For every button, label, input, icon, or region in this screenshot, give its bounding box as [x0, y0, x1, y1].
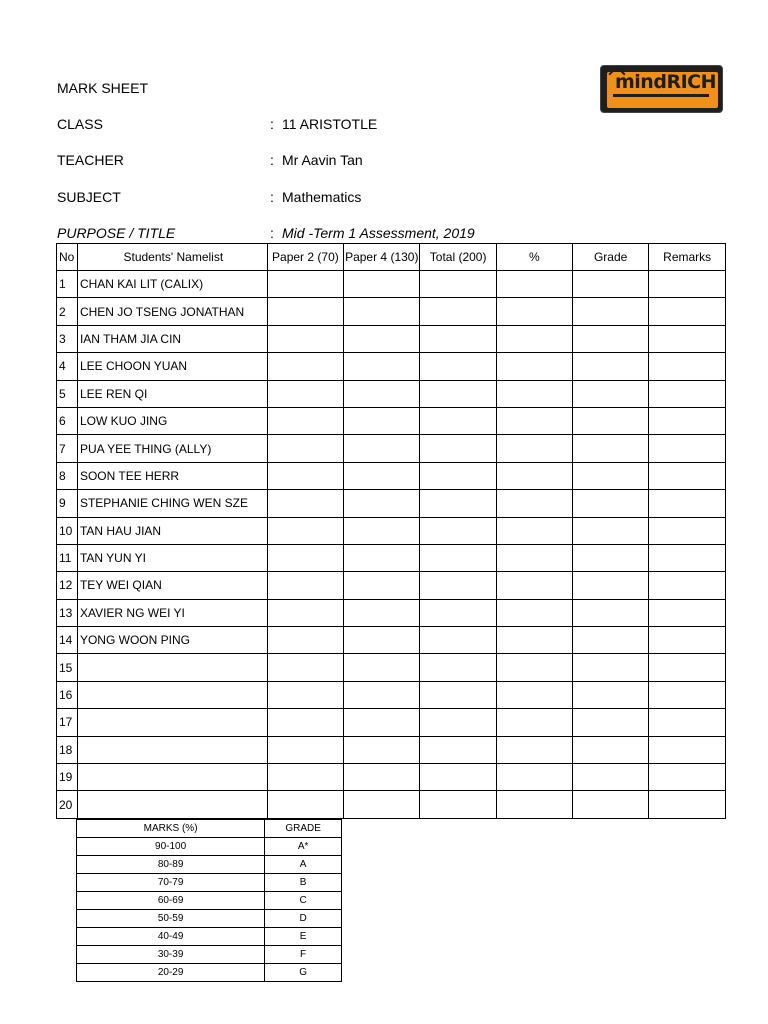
paper4-cell[interactable] — [344, 435, 420, 462]
paper2-cell[interactable] — [267, 380, 343, 407]
grade-row — [77, 928, 342, 946]
percent-cell[interactable] — [496, 325, 572, 352]
field-label: CLASS — [57, 116, 103, 132]
table-row — [57, 298, 726, 325]
total-cell[interactable] — [420, 517, 496, 544]
table-row — [57, 544, 726, 571]
student-name — [77, 654, 267, 681]
paper4-cell[interactable] — [344, 654, 420, 681]
paper4-cell[interactable] — [344, 490, 420, 517]
student-name: CHAN KAI LIT (CALIX) — [77, 271, 267, 298]
grade-cell[interactable] — [572, 599, 648, 626]
paper2-cell[interactable] — [267, 764, 343, 791]
paper2-cell[interactable] — [267, 298, 343, 325]
paper2-cell[interactable] — [267, 325, 343, 352]
paper4-cell[interactable] — [344, 325, 420, 352]
grade-row — [77, 892, 342, 910]
remarks-cell[interactable] — [649, 791, 726, 818]
table-row — [57, 462, 726, 489]
field-label: TEACHER — [57, 152, 124, 168]
paper4-cell[interactable] — [344, 736, 420, 763]
table-row — [57, 681, 726, 708]
table-row — [57, 764, 726, 791]
marks-range: 20-29 — [77, 964, 265, 982]
percent-cell[interactable] — [496, 517, 572, 544]
col-header-paper4: Paper 4 (130) — [344, 244, 420, 271]
remarks-cell[interactable] — [649, 709, 726, 736]
student-name: SOON TEE HERR — [77, 462, 267, 489]
grade-col-header-marks: MARKS (%) — [77, 820, 265, 838]
grade-col-header-grade: GRADE — [265, 820, 342, 838]
paper4-cell[interactable] — [344, 572, 420, 599]
remarks-cell[interactable] — [649, 353, 726, 380]
total-cell[interactable] — [420, 681, 496, 708]
percent-cell[interactable] — [496, 407, 572, 434]
grade-value: B — [265, 874, 342, 892]
grade-table-header — [77, 820, 342, 838]
total-cell[interactable] — [420, 325, 496, 352]
row-number: 8 — [57, 462, 78, 489]
paper4-cell[interactable] — [344, 517, 420, 544]
student-name: LOW KUO JING — [77, 407, 267, 434]
table-row — [57, 435, 726, 462]
student-name: IAN THAM JIA CIN — [77, 325, 267, 352]
student-name: STEPHANIE CHING WEN SZE — [77, 490, 267, 517]
paper4-cell[interactable] — [344, 298, 420, 325]
marks-table-header — [57, 244, 726, 271]
grade-value: C — [265, 892, 342, 910]
grade-cell[interactable] — [572, 736, 648, 763]
percent-cell[interactable] — [496, 681, 572, 708]
table-row — [57, 791, 726, 818]
paper2-cell[interactable] — [267, 271, 343, 298]
remarks-cell[interactable] — [649, 572, 726, 599]
table-row — [57, 271, 726, 298]
paper2-cell[interactable] — [267, 490, 343, 517]
grade-row — [77, 946, 342, 964]
remarks-cell[interactable] — [649, 325, 726, 352]
grade-cell[interactable] — [572, 298, 648, 325]
grade-cell[interactable] — [572, 572, 648, 599]
logo-text: mindRICH — [615, 71, 716, 93]
paper4-cell[interactable] — [344, 681, 420, 708]
total-cell[interactable] — [420, 599, 496, 626]
table-row — [57, 709, 726, 736]
grade-cell[interactable] — [572, 791, 648, 818]
paper2-cell[interactable] — [267, 353, 343, 380]
col-header-total: Total (200) — [420, 244, 496, 271]
percent-cell[interactable] — [496, 435, 572, 462]
row-number: 6 — [57, 407, 78, 434]
total-cell[interactable] — [420, 544, 496, 571]
total-cell[interactable] — [420, 353, 496, 380]
remarks-cell[interactable] — [649, 654, 726, 681]
grade-cell[interactable] — [572, 490, 648, 517]
student-name: XAVIER NG WEI YI — [77, 599, 267, 626]
paper2-cell[interactable] — [267, 709, 343, 736]
marks-range: 90-100 — [77, 838, 265, 856]
total-cell[interactable] — [420, 490, 496, 517]
student-name — [77, 791, 267, 818]
col-header-paper2: Paper 2 (70) — [267, 244, 343, 271]
grade-cell[interactable] — [572, 325, 648, 352]
remarks-cell[interactable] — [649, 544, 726, 571]
row-number: 20 — [57, 791, 78, 818]
grade-cell[interactable] — [572, 709, 648, 736]
grade-row — [77, 964, 342, 982]
total-cell[interactable] — [420, 709, 496, 736]
student-name — [77, 681, 267, 708]
table-row — [57, 380, 726, 407]
grade-cell[interactable] — [572, 407, 648, 434]
col-header-percent: % — [496, 244, 572, 271]
paper4-cell[interactable] — [344, 462, 420, 489]
table-row — [57, 736, 726, 763]
remarks-cell[interactable] — [649, 271, 726, 298]
grade-cell[interactable] — [572, 517, 648, 544]
field-value: Mathematics — [282, 189, 362, 205]
percent-cell[interactable] — [496, 462, 572, 489]
percent-cell[interactable] — [496, 736, 572, 763]
grade-cell[interactable] — [572, 353, 648, 380]
grade-cell[interactable] — [572, 654, 648, 681]
field-colon: : — [270, 225, 274, 241]
marks-range: 30-39 — [77, 946, 265, 964]
total-cell[interactable] — [420, 791, 496, 818]
row-number: 13 — [57, 599, 78, 626]
grade-cell[interactable] — [572, 462, 648, 489]
row-number: 14 — [57, 627, 78, 654]
grade-value: G — [265, 964, 342, 982]
student-name: YONG WOON PING — [77, 627, 267, 654]
total-cell[interactable] — [420, 271, 496, 298]
row-number: 16 — [57, 681, 78, 708]
paper4-cell[interactable] — [344, 544, 420, 571]
paper4-cell[interactable] — [344, 271, 420, 298]
percent-cell[interactable] — [496, 380, 572, 407]
table-row — [57, 517, 726, 544]
percent-cell[interactable] — [496, 599, 572, 626]
paper2-cell[interactable] — [267, 736, 343, 763]
paper2-cell[interactable] — [267, 654, 343, 681]
table-row — [57, 353, 726, 380]
col-header-grade: Grade — [572, 244, 648, 271]
student-name — [77, 764, 267, 791]
paper2-cell[interactable] — [267, 791, 343, 818]
row-number: 5 — [57, 380, 78, 407]
percent-cell[interactable] — [496, 791, 572, 818]
mindrich-logo — [600, 65, 723, 113]
table-row — [57, 490, 726, 517]
paper4-cell[interactable] — [344, 407, 420, 434]
grade-cell[interactable] — [572, 544, 648, 571]
percent-cell[interactable] — [496, 298, 572, 325]
field-value: Mid -Term 1 Assessment, 2019 — [282, 225, 475, 241]
paper2-cell[interactable] — [267, 627, 343, 654]
logo-tagline-bar — [613, 94, 709, 97]
total-cell[interactable] — [420, 298, 496, 325]
grade-row — [77, 874, 342, 892]
row-number: 19 — [57, 764, 78, 791]
student-name: LEE REN QI — [77, 380, 267, 407]
remarks-cell[interactable] — [649, 380, 726, 407]
remarks-cell[interactable] — [649, 736, 726, 763]
paper2-cell[interactable] — [267, 572, 343, 599]
student-name: PUA YEE THING (ALLY) — [77, 435, 267, 462]
grade-cell[interactable] — [572, 435, 648, 462]
remarks-cell[interactable] — [649, 681, 726, 708]
row-number: 1 — [57, 271, 78, 298]
student-name — [77, 736, 267, 763]
marks-range: 80-89 — [77, 856, 265, 874]
row-number: 10 — [57, 517, 78, 544]
percent-cell[interactable] — [496, 490, 572, 517]
row-number: 17 — [57, 709, 78, 736]
student-name: TAN HAU JIAN — [77, 517, 267, 544]
total-cell[interactable] — [420, 654, 496, 681]
total-cell[interactable] — [420, 407, 496, 434]
row-number: 9 — [57, 490, 78, 517]
field-value: Mr Aavin Tan — [282, 152, 363, 168]
total-cell[interactable] — [420, 435, 496, 462]
remarks-cell[interactable] — [649, 764, 726, 791]
grade-row — [77, 910, 342, 928]
remarks-cell[interactable] — [649, 490, 726, 517]
col-header-no: No — [57, 244, 78, 271]
marks-range: 40-49 — [77, 928, 265, 946]
grade-scale-table — [76, 819, 342, 982]
field-colon: : — [270, 152, 274, 168]
marks-table — [56, 243, 726, 819]
grade-value: A* — [265, 838, 342, 856]
row-number: 12 — [57, 572, 78, 599]
percent-cell[interactable] — [496, 271, 572, 298]
total-cell[interactable] — [420, 627, 496, 654]
grade-value: E — [265, 928, 342, 946]
field-colon: : — [270, 116, 274, 132]
percent-cell[interactable] — [496, 544, 572, 571]
field-value: 11 ARISTOTLE — [282, 116, 378, 132]
row-number: 4 — [57, 353, 78, 380]
col-header-name: Students' Namelist — [77, 244, 267, 271]
col-header-remarks: Remarks — [649, 244, 726, 271]
paper2-cell[interactable] — [267, 462, 343, 489]
grade-cell[interactable] — [572, 271, 648, 298]
field-label: SUBJECT — [57, 189, 121, 205]
paper2-cell[interactable] — [267, 681, 343, 708]
paper2-cell[interactable] — [267, 599, 343, 626]
remarks-cell[interactable] — [649, 435, 726, 462]
remarks-cell[interactable] — [649, 407, 726, 434]
student-name: LEE CHOON YUAN — [77, 353, 267, 380]
paper2-cell[interactable] — [267, 407, 343, 434]
table-row — [57, 407, 726, 434]
paper4-cell[interactable] — [344, 764, 420, 791]
paper4-cell[interactable] — [344, 791, 420, 818]
remarks-cell[interactable] — [649, 298, 726, 325]
grade-value: A — [265, 856, 342, 874]
paper2-cell[interactable] — [267, 435, 343, 462]
row-number: 3 — [57, 325, 78, 352]
row-number: 15 — [57, 654, 78, 681]
remarks-cell[interactable] — [649, 517, 726, 544]
percent-cell[interactable] — [496, 353, 572, 380]
marks-range: 60-69 — [77, 892, 265, 910]
remarks-cell[interactable] — [649, 599, 726, 626]
percent-cell[interactable] — [496, 572, 572, 599]
grade-value: D — [265, 910, 342, 928]
grade-row — [77, 838, 342, 856]
percent-cell[interactable] — [496, 627, 572, 654]
student-name: TAN YUN YI — [77, 544, 267, 571]
percent-cell[interactable] — [496, 709, 572, 736]
paper2-cell[interactable] — [267, 517, 343, 544]
table-row — [57, 599, 726, 626]
row-number: 7 — [57, 435, 78, 462]
percent-cell[interactable] — [496, 654, 572, 681]
table-row — [57, 325, 726, 352]
grade-cell[interactable] — [572, 627, 648, 654]
student-name: TEY WEI QIAN — [77, 572, 267, 599]
row-number: 18 — [57, 736, 78, 763]
total-cell[interactable] — [420, 736, 496, 763]
paper4-cell[interactable] — [344, 709, 420, 736]
remarks-cell[interactable] — [649, 627, 726, 654]
paper4-cell[interactable] — [344, 627, 420, 654]
marks-range: 50-59 — [77, 910, 265, 928]
grade-cell[interactable] — [572, 764, 648, 791]
grade-value: F — [265, 946, 342, 964]
table-row — [57, 654, 726, 681]
paper2-cell[interactable] — [267, 544, 343, 571]
student-name: CHEN JO TSENG JONATHAN — [77, 298, 267, 325]
sheet-title: MARK SHEET — [57, 80, 149, 96]
paper4-cell[interactable] — [344, 380, 420, 407]
remarks-cell[interactable] — [649, 462, 726, 489]
total-cell[interactable] — [420, 462, 496, 489]
table-row — [57, 572, 726, 599]
paper4-cell[interactable] — [344, 353, 420, 380]
grade-row — [77, 856, 342, 874]
total-cell[interactable] — [420, 764, 496, 791]
field-label: PURPOSE / TITLE — [57, 225, 176, 241]
table-row — [57, 627, 726, 654]
row-number: 2 — [57, 298, 78, 325]
row-number: 11 — [57, 544, 78, 571]
percent-cell[interactable] — [496, 764, 572, 791]
field-colon: : — [270, 189, 274, 205]
student-name — [77, 709, 267, 736]
total-cell[interactable] — [420, 380, 496, 407]
marks-range: 70-79 — [77, 874, 265, 892]
grade-cell[interactable] — [572, 681, 648, 708]
total-cell[interactable] — [420, 572, 496, 599]
paper4-cell[interactable] — [344, 599, 420, 626]
grade-cell[interactable] — [572, 380, 648, 407]
